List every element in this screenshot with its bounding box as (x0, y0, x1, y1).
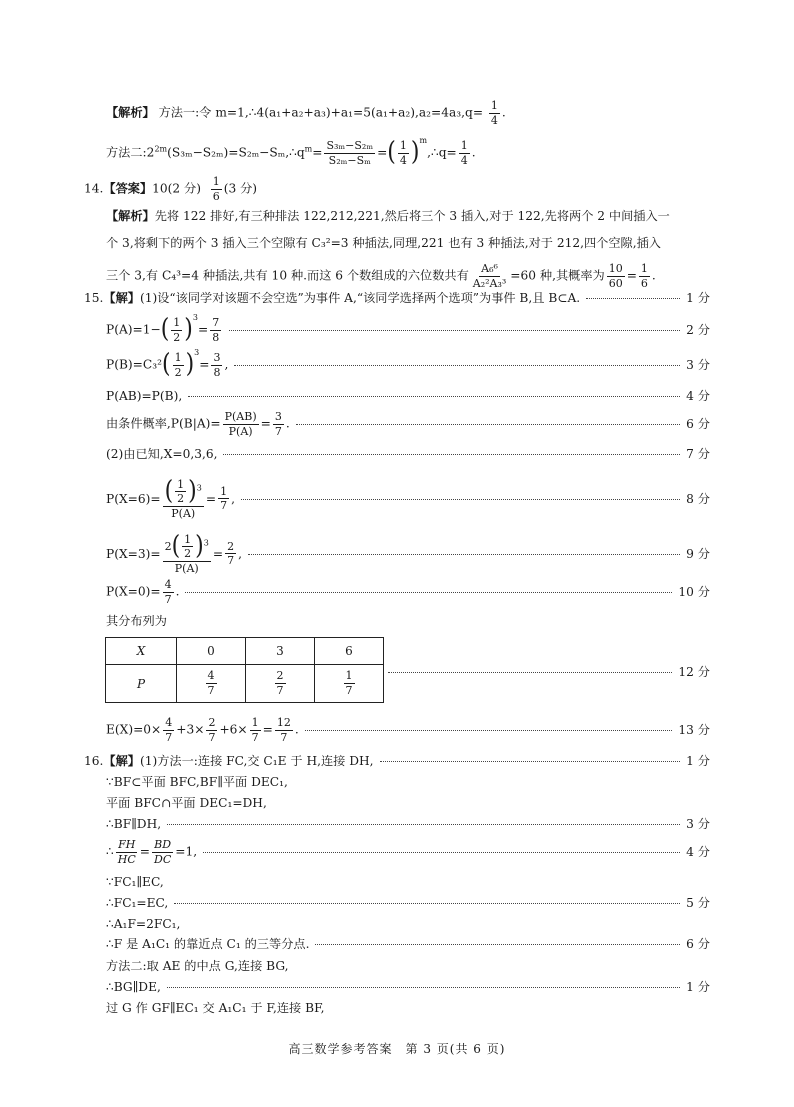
score: 6 分 (686, 937, 710, 951)
q14-answer-label: 【答案】 (103, 181, 153, 196)
q15-distribution-title: 其分布列为 (106, 614, 167, 628)
score: 3 分 (686, 817, 710, 831)
q14-analysis-line3: 三个 3,有 C₄³=4 种插法,共有 10 种.而这 6 个数组成的六位数共有 $\frac{\text{A₆⁶}}{\text{A₂²A₃³}}$ =60 种,其概率为 $\frac{10}{60}$ = $\frac{1}{6}$ . (106, 262, 656, 290)
q16-line11: ∴BG∥DE, 1 分 (106, 980, 710, 994)
score: 9 分 (686, 546, 710, 561)
q15-line5: 由条件概率,P(B|A)= $\frac{P(AB)}{P(A)}$ = $\frac{3}{7}$ . 6 分 (106, 409, 710, 438)
score: 12 分 (678, 665, 710, 679)
q15-line3: P(B)=C₃² ( 1 2 ) $^3$= $\frac{3}{8}$ , 3 分 (106, 348, 710, 380)
q16-line5: ∴ $\frac{FH}{HC}$ = $\frac{BD}{DC}$ =1, 4 分 (106, 837, 710, 866)
q15-expectation-line: E(X)=0× $\frac{4}{7}$ +3× $\frac{2}{7}$ +6× $\frac{1}{7}$ = $\frac{12}{7}$ . 13 分 (106, 715, 710, 744)
q16-line1: 16.【解】(1)方法一:连接 FC,交 C₁E 于 H,连接 DH, 1 分 (84, 754, 710, 768)
q16-line10: 方法二:取 AE 的中点 G,连接 BG, (106, 959, 289, 973)
score: 4 分 (686, 844, 710, 859)
q15-line6: (2)由已知,X=0,3,6, 7 分 (106, 447, 710, 461)
q14-prob-fraction-1: $\frac{10}{60}$ (608, 262, 623, 290)
score: 1 分 (686, 291, 710, 305)
q14-prob-fraction-2: $\frac{1}{6}$ (640, 262, 648, 290)
q15-number: 15. (84, 291, 104, 305)
q15-line1: 15.【解】(1)设“该同学对该题不会空选”为事件 A,“该同学选择两个选项”为事件 B,且 B⊂A. 1 分 (84, 291, 710, 305)
q16-line12: 过 G 作 GF∥EC₁ 交 A₁C₁ 于 F,连接 BF, (106, 1001, 325, 1015)
score: 13 分 (678, 722, 710, 737)
q16-line9: ∴F 是 A₁C₁ 的靠近点 C₁ 的三等分点. 6 分 (106, 937, 710, 951)
q14-analysis-line2: 个 3,将剩下的两个 3 插入三个空隙有 C₃²=3 种插法,同理,221 也有 3 种插法,对于 212,四个空隙,插入 (106, 236, 661, 250)
score: 1 分 (686, 980, 710, 994)
q13-method1-q-fraction: $\frac{1}{4}$ (490, 99, 498, 127)
table-header-p: P (106, 665, 177, 703)
q16-solution-label: 【解】 (103, 754, 140, 768)
score: 10 分 (678, 584, 710, 599)
score: 6 分 (686, 416, 710, 431)
q16-line6: ∵FC₁∥EC, (106, 875, 164, 889)
q14-analysis-label: 【解析】 (106, 209, 155, 223)
q16-line3: 平面 BFC∩平面 DEC₁=DH, (106, 796, 267, 810)
table-cell: 3 (246, 638, 315, 665)
q13-method1-text: 方法一:令 m=1,∴4(a₁+a₂+a₃)+a₁=5(a₁+a₂),a₂=4a₃,q= (158, 105, 484, 120)
score: 3 分 (686, 357, 710, 372)
q14-arrangement-fraction: $\frac{\text{A₆⁶}}{\text{A₂²A₃³}}$ (472, 262, 507, 290)
table-row (106, 638, 384, 665)
page-footer: 高三数学参考答案 第 3 页(共 6 页) (288, 1042, 506, 1056)
score: 2 分 (686, 322, 710, 337)
q16-line4: ∴BF∥DH, 3 分 (106, 817, 710, 831)
q15-line9: P(X=0)= $\frac{4}{7}$ . 10 分 (106, 577, 710, 606)
score: 8 分 (686, 491, 710, 506)
q15-table-score-line (388, 666, 710, 678)
q15-line4: P(AB)=P(B), 4 分 (106, 389, 710, 403)
score: 1 分 (686, 754, 710, 768)
q15-line8: P(X=3)= 2 ( 1 2 ) $^3$ P(A) = $\frac{2}{7}$ , 9 分 (106, 531, 710, 575)
score: 4 分 (686, 389, 710, 403)
q15-line7: P(X=6)= ( 1 2 ) $^3$ P(A) = $\frac{1}{7}$ , 8 分 (106, 476, 710, 520)
q16-number: 16. (84, 754, 104, 768)
q13-method2-line: 方法二$:2^{2m}(S_{3m}-S_{2m})=S_{2m}-S_m,\therefore q^m=$ $\frac{\text{S₃ₘ−S₂ₘ}}{\text{S₂ₘ−Sₘ}}$ = ( 1 4 ) $^m$,∴q= $\frac{1}{4}$ . (106, 136, 476, 168)
q13-power-expression: ( 1 4 ) (387, 137, 420, 168)
q16-line2: ∵BF⊂平面 BFC,BF∥平面 DEC₁, (106, 775, 288, 789)
q14-answer-line: 14.【答案】10(2 分) $\frac{1}{6}$ (3 分) (84, 175, 258, 203)
distribution-table (105, 637, 384, 703)
table-cell: 6 (315, 638, 384, 665)
table-cell: $\frac{4}{7}$ (177, 665, 246, 703)
table-cell: $\frac{2}{7}$ (246, 665, 315, 703)
q13-analysis-label: 【解析】 (106, 105, 155, 120)
table-cell: 0 (177, 638, 246, 665)
q13-method1-line: 【解析】 方法一:令 m=1,∴4(a₁+a₂+a₃)+a₁=5(a₁+a₂),a₂=4a₃,q= $\frac{1}{4}$ . (106, 99, 506, 127)
q15-solution-label: 【解】 (103, 291, 140, 305)
q14-answer-fraction: $\frac{1}{6}$ (212, 175, 220, 203)
score: 7 分 (686, 447, 710, 461)
q15-line2: P(A)=1− ( 1 2 ) $^3$= $\frac{7}{8}$ 2 分 (106, 313, 710, 345)
q16-line7: ∴FC₁=EC, 5 分 (106, 896, 710, 910)
q16-line8: ∴A₁F=2FC₁, (106, 917, 181, 931)
q14-number: 14. (84, 181, 104, 196)
q14-analysis-line1: 【解析】先将 122 排好,有三种排法 122,212,221,然后将三个 3 插入,对于 122,先将两个 2 中间插入一 (106, 209, 670, 223)
table-row (106, 665, 384, 703)
table-header-x: X (106, 638, 177, 665)
table-cell: $\frac{1}{7}$ (315, 665, 384, 703)
q13-method2-q-fraction: $\frac{1}{4}$ (460, 139, 468, 167)
score: 5 分 (686, 896, 710, 910)
q13-sum-ratio-fraction: $\frac{\text{S₃ₘ−S₂ₘ}}{\text{S₂ₘ−Sₘ}}$ (326, 139, 374, 167)
